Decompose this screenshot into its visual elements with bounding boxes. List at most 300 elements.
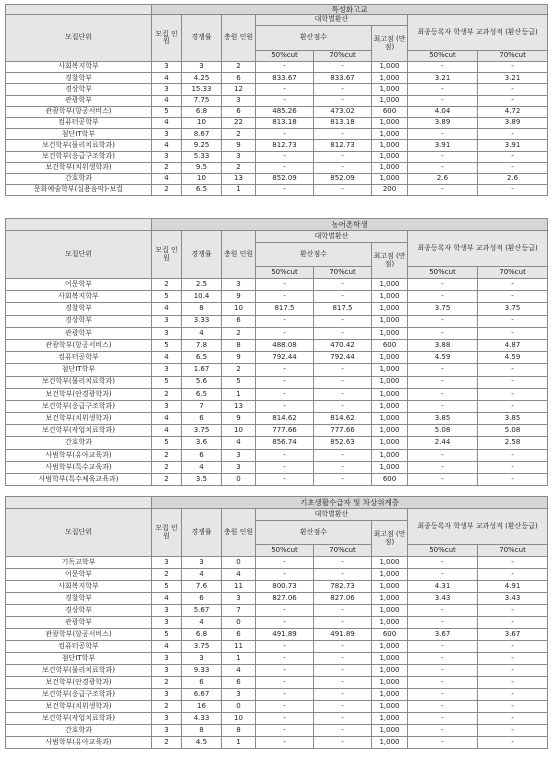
cell-max: 1,000 xyxy=(372,388,408,400)
cell-cut50: - xyxy=(256,364,314,376)
cell-final50: 3.21 xyxy=(408,73,478,84)
cell-added: 1 xyxy=(222,737,256,749)
cell-cut50: - xyxy=(256,461,314,473)
cell-final50: - xyxy=(408,461,478,473)
cell-final70: - xyxy=(478,701,548,713)
cell-quota: 3 xyxy=(152,653,182,665)
cell-rate: 6.8 xyxy=(182,629,222,641)
cell-name: 보건학부(작업치료학과) xyxy=(6,713,152,725)
cell-cut50: 856.74 xyxy=(256,437,314,449)
table-title: 특성화고교 xyxy=(152,5,548,15)
header-added: 충원 인원 xyxy=(222,15,256,62)
cell-name: 관광학부 xyxy=(6,617,152,629)
cell-max: 1,000 xyxy=(372,665,408,677)
cell-quota: 2 xyxy=(152,162,182,173)
cell-added: 0 xyxy=(222,557,256,569)
cell-name: 사범학부(특수체육교육과) xyxy=(6,474,152,486)
cell-cut50: - xyxy=(256,605,314,617)
cell-rate: 4.5 xyxy=(182,737,222,749)
cell-cut70: - xyxy=(314,617,372,629)
cell-name: 보건학부(치위생학과) xyxy=(6,701,152,713)
cell-rate: 4 xyxy=(182,617,222,629)
table-row xyxy=(6,713,548,725)
header-max-score: 최고점 (만점) xyxy=(372,243,408,279)
cell-final50: - xyxy=(408,641,478,653)
header-quota: 모집 인원 xyxy=(152,15,182,62)
cell-final50: 4.59 xyxy=(408,352,478,364)
header-by-univ: 대학별환산 xyxy=(256,15,408,26)
cell-final70: 4.91 xyxy=(478,581,548,593)
cell-cut70: - xyxy=(314,129,372,140)
cell-max: 600 xyxy=(372,106,408,117)
cell-cut70: - xyxy=(314,665,372,677)
cell-rate: 6.5 xyxy=(182,388,222,400)
cell-name: 경상학부 xyxy=(6,605,152,617)
cell-added: 6 xyxy=(222,106,256,117)
cell-name: 첨단IT학부 xyxy=(6,364,152,376)
header-max-score: 최고점 (만점) xyxy=(372,521,408,557)
cell-quota: 4 xyxy=(152,593,182,605)
table-row xyxy=(6,84,548,95)
header-final: 최종등록자 학생부 교과성적 (환산등급) xyxy=(408,15,548,51)
cell-added: 6 xyxy=(222,73,256,84)
cell-rate: 9.33 xyxy=(182,665,222,677)
cell-cut50: - xyxy=(256,129,314,140)
cell-final70: 3.75 xyxy=(478,303,548,315)
header-row xyxy=(6,15,548,26)
cell-cut70: - xyxy=(314,737,372,749)
cell-cut70: 473.02 xyxy=(314,106,372,117)
cell-quota: 3 xyxy=(152,62,182,73)
cell-added: 9 xyxy=(222,291,256,303)
table-title: 기초생활수급자 및 차상위계층 xyxy=(152,497,548,509)
cell-final50: - xyxy=(408,388,478,400)
cell-final50: - xyxy=(408,315,478,327)
cell-cut70: - xyxy=(314,279,372,291)
table-row xyxy=(6,95,548,106)
cell-final50: 3.91 xyxy=(408,140,478,151)
cell-cut70: 833.67 xyxy=(314,73,372,84)
cell-cut50: 813.18 xyxy=(256,117,314,128)
cell-cut70: - xyxy=(314,376,372,388)
cell-cut50: 488.08 xyxy=(256,339,314,351)
cell-name: 사회복지학부 xyxy=(6,581,152,593)
table-row xyxy=(6,364,548,376)
cell-final50: - xyxy=(408,449,478,461)
cell-cut70: - xyxy=(314,725,372,737)
cell-rate: 4 xyxy=(182,569,222,581)
cell-max: 1,000 xyxy=(372,449,408,461)
cell-name: 사회복지학부 xyxy=(6,62,152,73)
table-row xyxy=(6,352,548,364)
cell-quota: 3 xyxy=(152,617,182,629)
cell-name: 컴퓨터공학부 xyxy=(6,641,152,653)
header-quota: 모집 인원 xyxy=(152,509,182,557)
cell-final50: - xyxy=(408,376,478,388)
cell-final70: - xyxy=(478,605,548,617)
cell-final70: - xyxy=(478,737,548,749)
cell-cut50: - xyxy=(256,569,314,581)
header-final-cut70: 70%cut xyxy=(478,545,548,557)
cell-max: 1,000 xyxy=(372,400,408,412)
cell-rate: 5.6 xyxy=(182,376,222,388)
cell-final50: 3.89 xyxy=(408,117,478,128)
cell-max: 1,000 xyxy=(372,62,408,73)
cell-cut50: - xyxy=(256,185,314,196)
cell-added: 2 xyxy=(222,62,256,73)
cell-final70: - xyxy=(478,151,548,162)
cell-max: 1,000 xyxy=(372,653,408,665)
cell-name: 기독교학부 xyxy=(6,557,152,569)
cell-name: 보건학부(치위생학과) xyxy=(6,413,152,425)
cell-name: 경찰학부 xyxy=(6,73,152,84)
cell-final50: - xyxy=(408,279,478,291)
cell-added: 9 xyxy=(222,352,256,364)
cell-rate: 8 xyxy=(182,725,222,737)
cell-cut70: - xyxy=(314,162,372,173)
cell-quota: 5 xyxy=(152,437,182,449)
header-conv-score: 환산점수 xyxy=(256,243,372,267)
cell-rate: 15.33 xyxy=(182,84,222,95)
cell-added: 11 xyxy=(222,641,256,653)
cell-quota: 3 xyxy=(152,665,182,677)
cell-final70: - xyxy=(478,62,548,73)
cell-cut50: 814.62 xyxy=(256,413,314,425)
table-row xyxy=(6,185,548,196)
cell-quota: 4 xyxy=(152,117,182,128)
cell-cut50: - xyxy=(256,376,314,388)
header-conv-score: 환산점수 xyxy=(256,26,372,51)
cell-rate: 6.67 xyxy=(182,689,222,701)
cell-cut70: - xyxy=(314,95,372,106)
cell-max: 1,000 xyxy=(372,291,408,303)
cell-rate: 10 xyxy=(182,173,222,184)
cell-added: 4 xyxy=(222,437,256,449)
cell-cut70: 491.89 xyxy=(314,629,372,641)
cell-rate: 7.8 xyxy=(182,339,222,351)
cell-final70: - xyxy=(478,713,548,725)
cell-name: 보건학부(안경광학과) xyxy=(6,388,152,400)
cell-final70: - xyxy=(478,677,548,689)
cell-cut50: - xyxy=(256,701,314,713)
cell-final70: - xyxy=(478,291,548,303)
table-row xyxy=(6,425,548,437)
table-row xyxy=(6,106,548,117)
cell-cut70: - xyxy=(314,364,372,376)
cell-cut70: - xyxy=(314,315,372,327)
cell-final70: - xyxy=(478,449,548,461)
cell-added: 8 xyxy=(222,339,256,351)
cell-rate: 6 xyxy=(182,593,222,605)
cell-rate: 7.6 xyxy=(182,581,222,593)
table-header xyxy=(6,219,548,279)
cell-quota: 5 xyxy=(152,106,182,117)
cell-rate: 3.75 xyxy=(182,425,222,437)
cell-final50: 3.67 xyxy=(408,629,478,641)
cell-cut50: - xyxy=(256,713,314,725)
table-title: 농어촌학생 xyxy=(152,219,548,231)
table-row xyxy=(6,474,548,486)
cell-final50: - xyxy=(408,665,478,677)
cell-final70: 4.59 xyxy=(478,352,548,364)
cell-final70: 3.85 xyxy=(478,413,548,425)
cell-rate: 3 xyxy=(182,62,222,73)
cell-max: 1,000 xyxy=(372,677,408,689)
cell-max: 1,000 xyxy=(372,140,408,151)
cell-max: 1,000 xyxy=(372,327,408,339)
cell-name: 보건학부(응급구조학과) xyxy=(6,400,152,412)
cell-cut70: - xyxy=(314,185,372,196)
cell-added: 5 xyxy=(222,376,256,388)
cell-added: 9 xyxy=(222,140,256,151)
cell-final50: 4.04 xyxy=(408,106,478,117)
table-row xyxy=(6,569,548,581)
table-header xyxy=(6,5,548,62)
cell-rate: 3.75 xyxy=(182,641,222,653)
cell-max: 600 xyxy=(372,339,408,351)
table-row xyxy=(6,62,548,73)
cell-quota: 5 xyxy=(152,339,182,351)
cell-rate: 1.67 xyxy=(182,364,222,376)
cell-added: 3 xyxy=(222,593,256,605)
cell-cut70: - xyxy=(314,557,372,569)
cell-quota: 5 xyxy=(152,376,182,388)
table-body xyxy=(6,557,548,749)
cell-name: 경상학부 xyxy=(6,315,152,327)
table-row xyxy=(6,400,548,412)
cell-quota: 3 xyxy=(152,364,182,376)
cell-final50: - xyxy=(408,653,478,665)
table-row xyxy=(6,173,548,184)
cell-name: 경찰학부 xyxy=(6,303,152,315)
cell-max: 1,000 xyxy=(372,352,408,364)
cell-cut70: 852.09 xyxy=(314,173,372,184)
table-row xyxy=(6,581,548,593)
cell-name: 간호학과 xyxy=(6,173,152,184)
table-body xyxy=(6,62,548,196)
header-max-score: 최고점 (만점) xyxy=(372,26,408,62)
cell-final70: 5.08 xyxy=(478,425,548,437)
cell-added: 1 xyxy=(222,653,256,665)
header-final: 최종등록자 학생부 교과성적 (환산등급) xyxy=(408,231,548,267)
cell-cut70: 813.18 xyxy=(314,117,372,128)
table-row xyxy=(6,339,548,351)
header-conv-score: 환산점수 xyxy=(256,521,372,545)
cell-max: 1,000 xyxy=(372,701,408,713)
cell-quota: 3 xyxy=(152,713,182,725)
cell-quota: 2 xyxy=(152,279,182,291)
cell-max: 1,000 xyxy=(372,315,408,327)
cell-quota: 2 xyxy=(152,677,182,689)
table-row xyxy=(6,388,548,400)
cell-added: 0 xyxy=(222,617,256,629)
cell-cut50: - xyxy=(256,737,314,749)
cell-rate: 9.25 xyxy=(182,140,222,151)
header-row xyxy=(6,509,548,521)
header-final-cut50: 50%cut xyxy=(408,545,478,557)
cell-name: 보건학부(물리치료학과) xyxy=(6,140,152,151)
cell-max: 1,000 xyxy=(372,279,408,291)
cell-rate: 6 xyxy=(182,677,222,689)
cell-rate: 3.5 xyxy=(182,474,222,486)
table-row xyxy=(6,327,548,339)
cell-quota: 4 xyxy=(152,95,182,106)
cell-quota: 5 xyxy=(152,629,182,641)
cell-cut50: - xyxy=(256,291,314,303)
table-row xyxy=(6,279,548,291)
cell-added: 1 xyxy=(222,388,256,400)
cell-added: 11 xyxy=(222,581,256,593)
cell-final70: - xyxy=(478,185,548,196)
cell-final70: - xyxy=(478,653,548,665)
cell-final70: - xyxy=(478,557,548,569)
cell-rate: 8.67 xyxy=(182,129,222,140)
cell-cut70: 827.06 xyxy=(314,593,372,605)
cell-cut50: 485.26 xyxy=(256,106,314,117)
cell-cut50: 491.89 xyxy=(256,629,314,641)
cell-added: 2 xyxy=(222,364,256,376)
cell-cut70: - xyxy=(314,449,372,461)
cell-quota: 2 xyxy=(152,461,182,473)
cell-added: 6 xyxy=(222,315,256,327)
table-body xyxy=(6,279,548,486)
cell-final50: - xyxy=(408,713,478,725)
cell-quota: 2 xyxy=(152,701,182,713)
cell-cut70: 812.73 xyxy=(314,140,372,151)
header-final-cut50: 50%cut xyxy=(408,267,478,279)
cell-quota: 2 xyxy=(152,388,182,400)
header-added: 충원 인원 xyxy=(222,509,256,557)
cell-cut70: - xyxy=(314,461,372,473)
cell-final50: - xyxy=(408,701,478,713)
cell-name: 첨단IT학부 xyxy=(6,653,152,665)
cell-max: 1,000 xyxy=(372,557,408,569)
cell-final50: - xyxy=(408,291,478,303)
cell-quota: 3 xyxy=(152,315,182,327)
cell-added: 3 xyxy=(222,449,256,461)
cell-max: 1,000 xyxy=(372,151,408,162)
cell-quota: 3 xyxy=(152,605,182,617)
cell-cut70: - xyxy=(314,605,372,617)
cell-final50: - xyxy=(408,162,478,173)
cell-added: 7 xyxy=(222,605,256,617)
cell-cut70: 792.44 xyxy=(314,352,372,364)
cell-added: 6 xyxy=(222,677,256,689)
cell-final70: 2.6 xyxy=(478,173,548,184)
cell-rate: 6.5 xyxy=(182,185,222,196)
cell-added: 4 xyxy=(222,665,256,677)
cell-final70: - xyxy=(478,641,548,653)
cell-name: 보건학부(물리치료학과) xyxy=(6,376,152,388)
cell-rate: 4 xyxy=(182,327,222,339)
cell-added: 10 xyxy=(222,713,256,725)
cell-final50: - xyxy=(408,569,478,581)
cell-cut70: - xyxy=(314,388,372,400)
cell-final50: 3.75 xyxy=(408,303,478,315)
cell-max: 1,000 xyxy=(372,95,408,106)
cell-max: 1,000 xyxy=(372,641,408,653)
cell-final50: - xyxy=(408,129,478,140)
cell-name: 어문학부 xyxy=(6,279,152,291)
cell-cut50: - xyxy=(256,557,314,569)
cell-final50: - xyxy=(408,364,478,376)
cell-rate: 10.4 xyxy=(182,291,222,303)
cell-final70: 3.21 xyxy=(478,73,548,84)
cell-cut50: - xyxy=(256,84,314,95)
table-row xyxy=(6,449,548,461)
cell-final70: - xyxy=(478,689,548,701)
cell-cut70: 470.42 xyxy=(314,339,372,351)
cell-name: 관광학부 xyxy=(6,95,152,106)
cell-rate: 6.5 xyxy=(182,352,222,364)
header-cut70: 70%cut xyxy=(314,51,372,62)
cell-cut70: 817.5 xyxy=(314,303,372,315)
cell-final70: - xyxy=(478,388,548,400)
cell-cut50: 800.73 xyxy=(256,581,314,593)
table-row xyxy=(6,629,548,641)
cell-final50: - xyxy=(408,400,478,412)
cell-cut50: 833.67 xyxy=(256,73,314,84)
cell-final70: 3.43 xyxy=(478,593,548,605)
table-row xyxy=(6,737,548,749)
table-row xyxy=(6,557,548,569)
header-unit: 모집단위 xyxy=(6,15,152,62)
cell-quota: 4 xyxy=(152,352,182,364)
table-row xyxy=(6,129,548,140)
cell-max: 1,000 xyxy=(372,162,408,173)
cell-rate: 6 xyxy=(182,449,222,461)
cell-added: 0 xyxy=(222,701,256,713)
cell-added: 1 xyxy=(222,185,256,196)
header-cut50: 50%cut xyxy=(256,267,314,279)
cell-added: 3 xyxy=(222,461,256,473)
admission-table xyxy=(5,218,548,486)
cell-final70: 2.58 xyxy=(478,437,548,449)
table-title-row xyxy=(6,497,548,509)
cell-quota: 4 xyxy=(152,173,182,184)
cell-cut50: - xyxy=(256,617,314,629)
cell-quota: 3 xyxy=(152,84,182,95)
cell-rate: 5.33 xyxy=(182,151,222,162)
table-row xyxy=(6,701,548,713)
cell-max: 1,000 xyxy=(372,425,408,437)
cell-final50: 3.88 xyxy=(408,339,478,351)
cell-rate: 7 xyxy=(182,400,222,412)
cell-quota: 4 xyxy=(152,303,182,315)
cell-cut50: - xyxy=(256,725,314,737)
cell-final70: 3.91 xyxy=(478,140,548,151)
cell-name: 간호학과 xyxy=(6,437,152,449)
cell-quota: 2 xyxy=(152,449,182,461)
cell-final70: 4.87 xyxy=(478,339,548,351)
admission-table xyxy=(5,4,548,196)
cell-final70: - xyxy=(478,665,548,677)
cell-max: 1,000 xyxy=(372,725,408,737)
cell-max: 1,000 xyxy=(372,303,408,315)
cell-quota: 5 xyxy=(152,581,182,593)
cell-cut70: - xyxy=(314,677,372,689)
cell-rate: 10 xyxy=(182,117,222,128)
cell-added: 22 xyxy=(222,117,256,128)
cell-rate: 3 xyxy=(182,557,222,569)
cell-final50: - xyxy=(408,95,478,106)
cell-final70: - xyxy=(478,162,548,173)
cell-max: 1,000 xyxy=(372,569,408,581)
cell-rate: 3 xyxy=(182,653,222,665)
cell-max: 1,000 xyxy=(372,376,408,388)
cell-cut70: 814.62 xyxy=(314,413,372,425)
cell-cut70: - xyxy=(314,701,372,713)
